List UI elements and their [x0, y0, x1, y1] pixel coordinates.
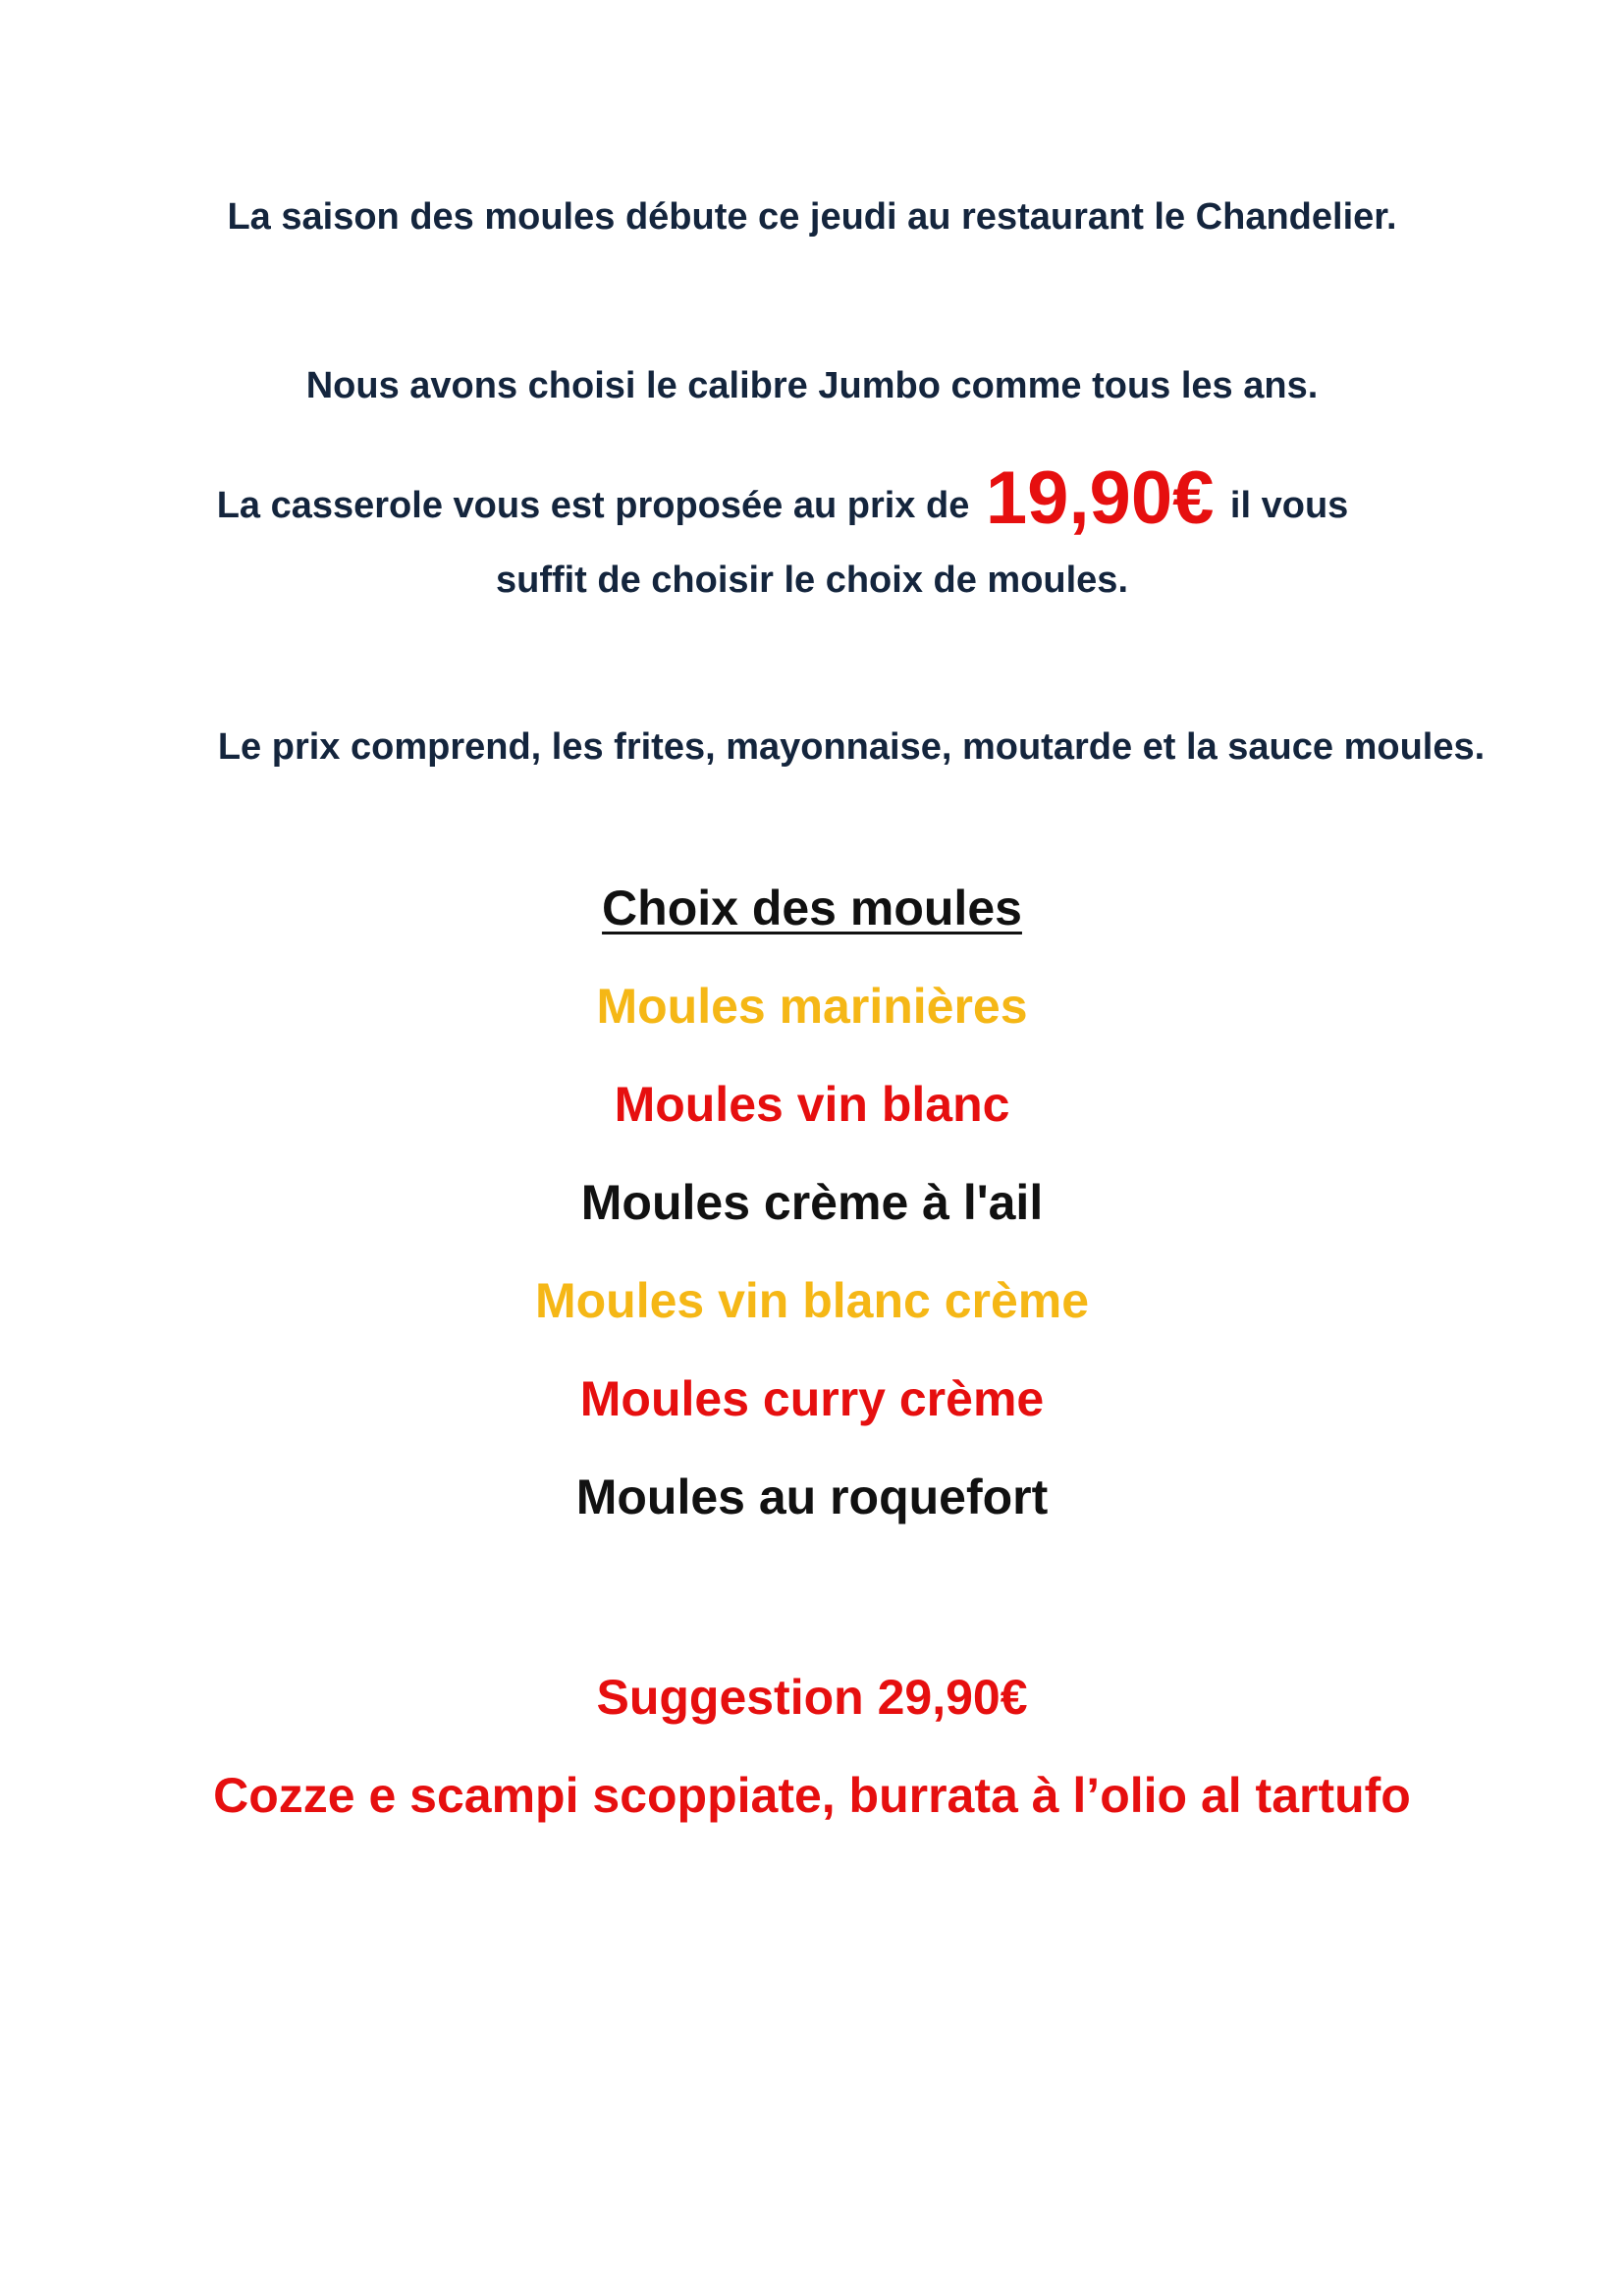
- intro-price-lead: La casserole vous est proposée au prix de: [216, 485, 970, 526]
- suggestion-title: Suggestion 29,90€: [596, 1670, 1028, 1725]
- price-value: 19,90€: [985, 456, 1215, 540]
- suggestion-description: Cozze e scampi scoppiate, burrata à l’olio al tartufo: [213, 1768, 1411, 1823]
- menu-item: Moules curry crème: [579, 1371, 1045, 1426]
- menu-item: Moules au roquefort: [575, 1469, 1049, 1524]
- menu-item: Moules vin blanc: [614, 1077, 1010, 1132]
- menu-item: Moules marinières: [596, 979, 1028, 1034]
- intro-line-calibre: Nous avons choisi le calibre Jumbo comme tous les ans.: [305, 365, 1319, 406]
- intro-line-price: [0, 455, 1595, 541]
- intro-line-includes: Le prix comprend, les frites, mayonnaise, moutarde et la sauce moules.: [217, 726, 1486, 768]
- menu-item: Moules vin blanc crème: [534, 1273, 1090, 1328]
- menu-item: Moules crème à l'ail: [580, 1175, 1044, 1230]
- menu-title: Choix des moules: [602, 881, 1022, 935]
- intro-line-choice: suffit de choisir le choix de moules.: [495, 560, 1129, 601]
- intro-price-trail: il vous: [1229, 485, 1349, 526]
- intro-line-season: La saison des moules débute ce jeudi au restaurant le Chandelier.: [227, 196, 1397, 238]
